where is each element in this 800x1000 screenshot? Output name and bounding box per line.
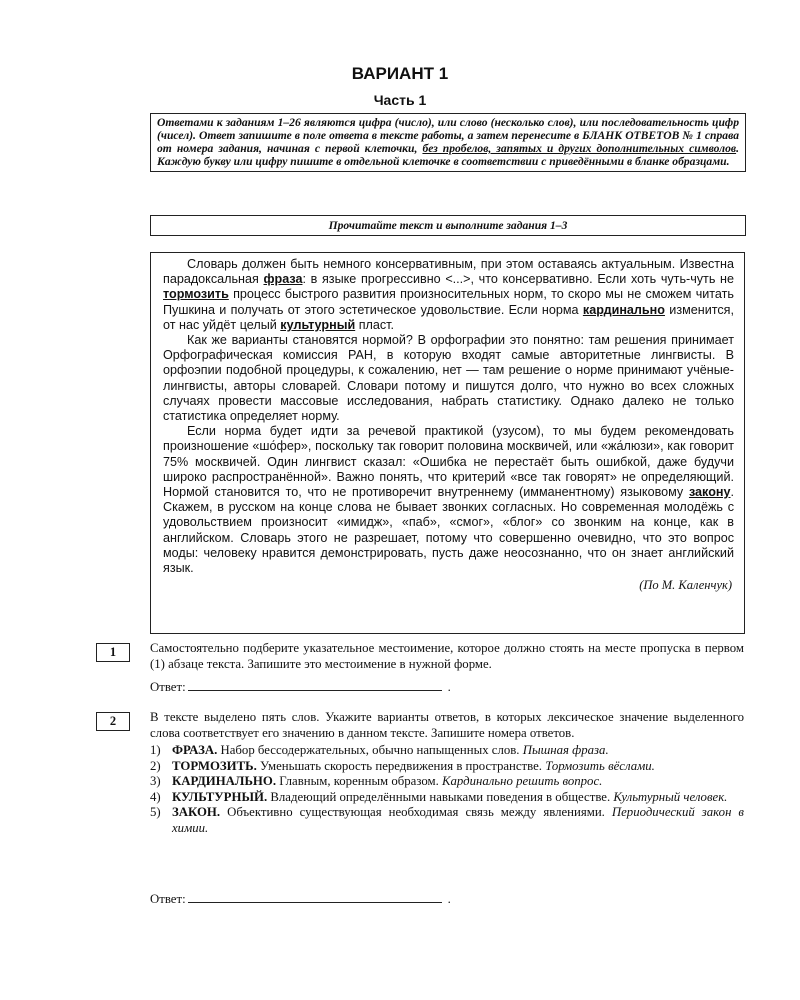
text-fragment: изменится, от нас уйдёт целый	[163, 302, 735, 332]
option-number: 1)	[150, 743, 161, 757]
highlighted-word-kardinalno: кардинально	[582, 302, 665, 317]
option-definition: Набор бессодержательных, обычно напыщенных слов.	[217, 743, 523, 757]
task-2-answer-field[interactable]	[188, 890, 442, 903]
task-2-number: 2	[96, 712, 130, 731]
option-word: ТОРМОЗИТЬ.	[172, 758, 257, 773]
option-1	[150, 743, 744, 759]
task-1-question: Самостоятельно подберите указательное местоимение, которое должно стоять на месте пропуска в первом (1) абзаце текста. Запишите это местоимение в нужной форме.	[150, 641, 744, 671]
option-example: Тормозить вёслами.	[545, 758, 655, 773]
task-2-answer	[150, 890, 451, 907]
text-author: (По М. Каленчук)	[639, 578, 732, 593]
option-4	[150, 790, 744, 806]
paragraph-2: Как же варианты становятся нормой? В орфографии это понятно: там решения принимает Орфографическая комиссия РАН, в которую входят самые авторитетные лингвисты. В орфоэпии подобной процедуры, к сожалению, нет — там решение о норме принимают учёные-лингвисты, авторы словарей. Словари потому и пишутся долго, что нужно во всех сложных случаях провести массовые исследования, набрать статистику. Однако далеко не только статистика определяет норму.	[163, 333, 734, 424]
text-fragment: . Скажем, в русском на конце слова не бывает звонких согласных. Но современная молодёжь с удовольствием произносит «имидж», «паб», «смог», «блог» со звонким на конце, как в английском. Словарь этого не разрешает, потому что совершенно очевидно, что это вопрос моды: человеку нравится демонстрировать, пусть даже неосознанно, что он знает английский язык.	[163, 485, 734, 576]
instructions-text-end: . Каждую букву или цифру пишите в отдельной клеточке в соответствии с приведёнными в бланке образцами.	[157, 142, 739, 168]
option-example: Пышная фраза.	[522, 743, 609, 757]
option-definition: Владеющий определёнными навыками поведения в обществе.	[267, 789, 614, 804]
task-2-answer-end: .	[447, 892, 451, 906]
task-2-question: В тексте выделено пять слов. Укажите варианты ответов, в которых лексическое значение выделенного слова соответствует его значению в данном тексте. Запишите номера ответов.	[150, 710, 744, 740]
task-2-options	[150, 743, 744, 836]
text-fragment: Словарь должен быть немного консервативным, при этом оставаясь актуальным. Известна парадоксальная	[163, 257, 734, 287]
task-1-answer-field[interactable]	[188, 678, 442, 691]
variant-title: ВАРИАНТ 1	[351, 64, 449, 83]
text-fragment: процесс быстрого развития произносительных норм, то скоро мы не сможем читать Пушкина и получать от этого эстетическое удовольствие. Если норма	[163, 287, 734, 317]
reading-text-box	[150, 252, 745, 634]
option-example: Кардинально решить вопрос.	[441, 774, 603, 788]
task-1-answer	[150, 678, 451, 695]
option-3	[150, 774, 744, 790]
option-number: 2)	[150, 758, 161, 773]
text-fragment: Если норма будет идти за речевой практикой (узусом), то мы будем рекомендовать произношение «шо́фер», поскольку так говорит половина москвичей, или «жа́люзи», как говорит 75% москвичей. Один лингвист сказал: «Ошибка не перестаёт быть ошибкой, даже будучи широко распространённой». Важно понять, что критерий «все так говорят» не определяющий. Нормой становится то, что не противоречит внутреннему (имманентному) языковому	[163, 424, 734, 500]
option-word: КАРДИНАЛЬНО.	[172, 774, 277, 788]
option-5	[150, 805, 744, 836]
option-definition: Уменьшать скорость передвижения в пространстве.	[256, 758, 546, 773]
highlighted-word-kulturny: культурный	[280, 317, 356, 332]
option-word: КУЛЬТУРНЫЙ.	[172, 789, 268, 804]
option-word: ФРАЗА.	[172, 743, 218, 757]
task-2-answer-label: Ответ:	[150, 892, 186, 906]
instructions-underlined: без пробелов, запятых и других дополнительных символов	[422, 142, 737, 155]
instructions-box	[150, 113, 746, 172]
paragraph-3	[163, 424, 734, 576]
task-2-text	[150, 710, 744, 836]
highlighted-word-tormozit: тормозить	[163, 287, 229, 302]
option-word: ЗАКОН.	[172, 805, 221, 819]
read-prompt: Прочитайте текст и выполните задания 1–3	[150, 215, 746, 236]
option-2	[150, 759, 744, 775]
task-1-number: 1	[96, 643, 130, 662]
task-1-answer-end: .	[447, 680, 451, 694]
task-1-text	[150, 641, 744, 672]
highlighted-word-fraza: фраза	[263, 272, 303, 287]
text-fragment: : в языке прогрессивно <...>, что консервативно. Если хоть чуть-чуть не	[302, 272, 735, 287]
option-number: 3)	[150, 774, 161, 788]
task-1-answer-label: Ответ:	[150, 680, 186, 694]
option-number: 4)	[150, 789, 161, 804]
option-number: 5)	[150, 805, 161, 819]
option-definition: Объективно существующая необходимая связь между явлениями.	[220, 805, 612, 819]
option-example: Периодический закон в химии.	[172, 805, 744, 835]
text-fragment: пласт.	[355, 317, 395, 332]
instructions-text: Ответами к заданиям 1–26 являются цифра (число), или слово (несколько слов), или последовательность цифр (чисел). Ответ запишите в поле ответа в тексте работы, а затем перенесите в БЛАНК ОТВЕТОВ № 1 справа от номера задания, начиная с первой клеточки,	[157, 116, 739, 155]
option-example: Культурный человек.	[613, 789, 728, 804]
paragraph-1	[163, 257, 734, 333]
part-title: Часть 1	[373, 92, 427, 108]
option-definition: Главным, коренным образом.	[276, 774, 442, 788]
highlighted-word-zakon: закону	[688, 485, 731, 500]
